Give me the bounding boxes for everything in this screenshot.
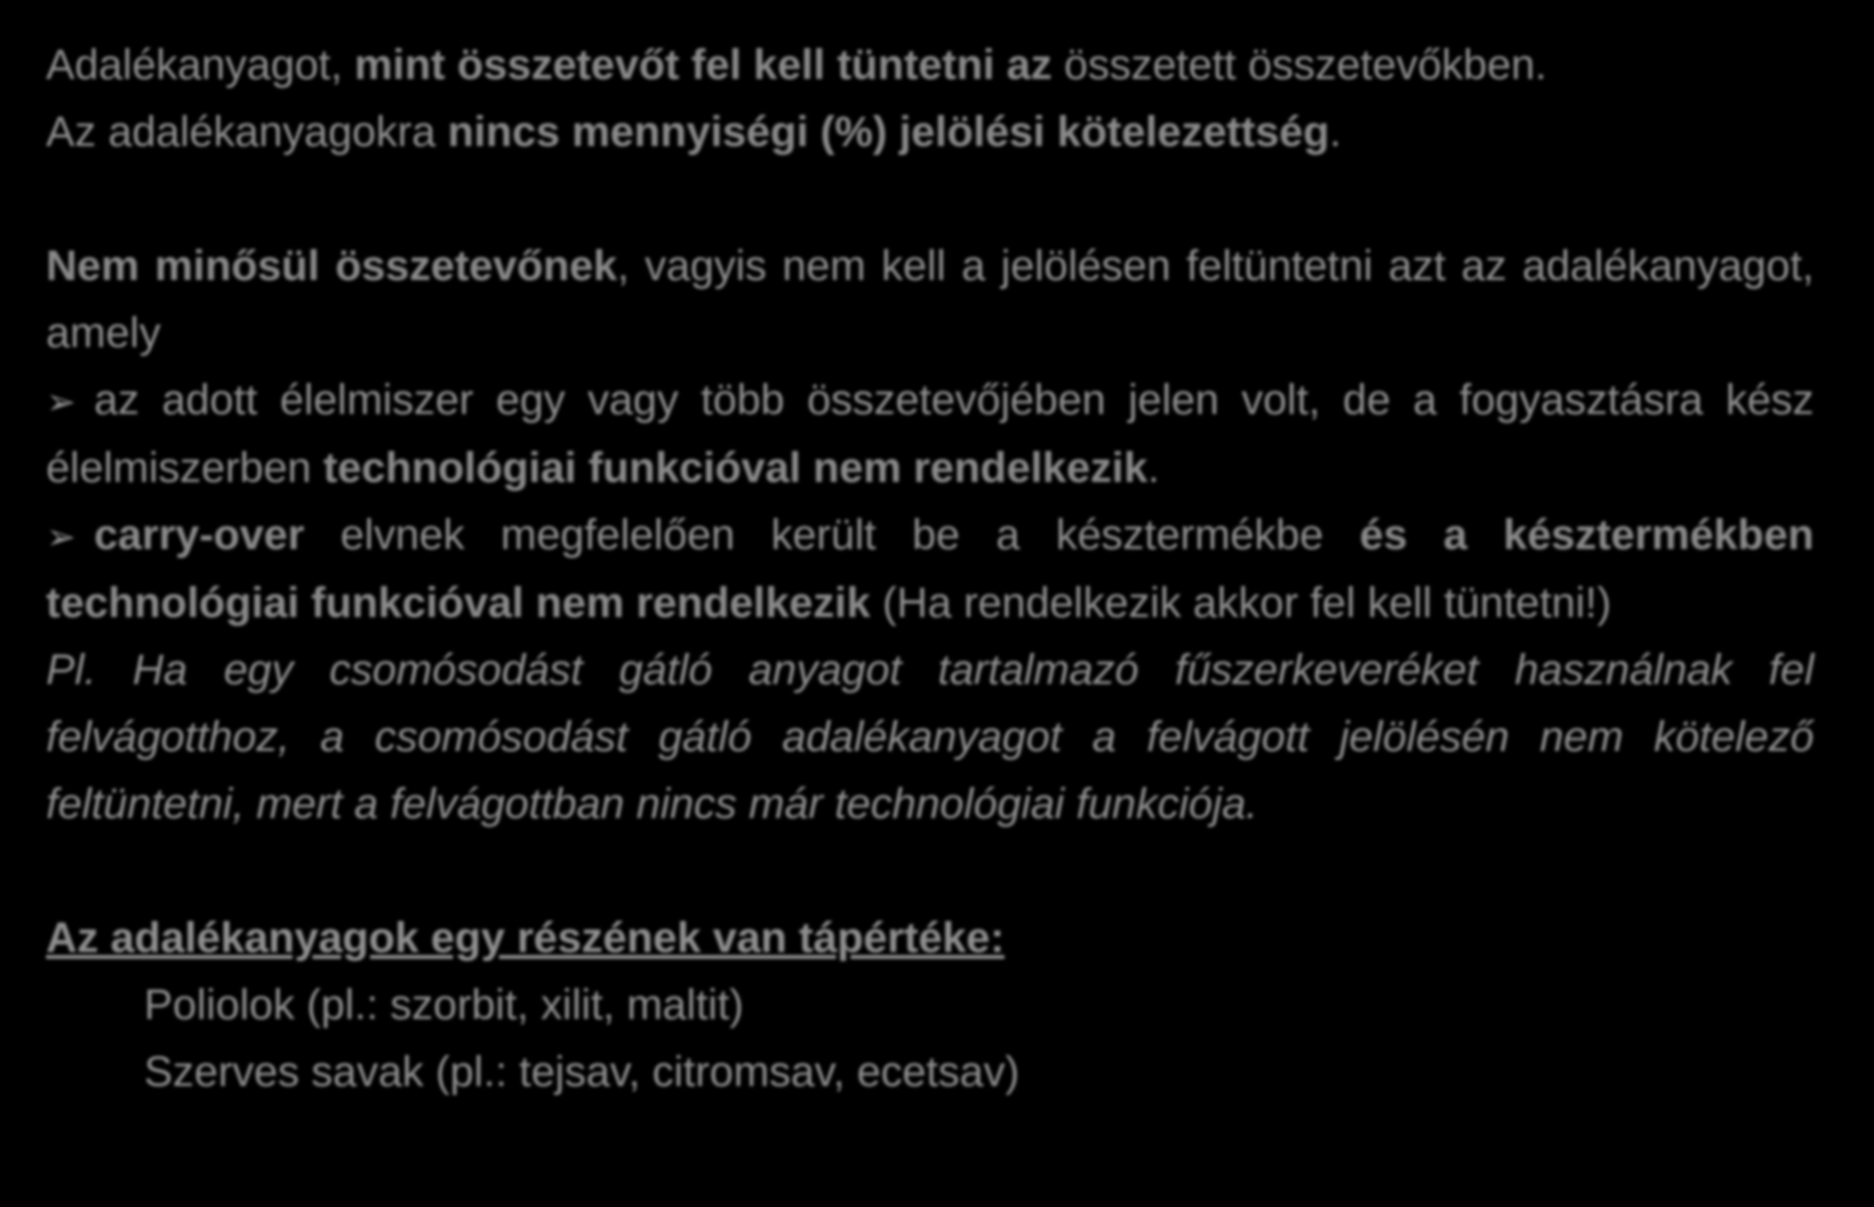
spacer [46,166,1814,233]
underlined-heading: Az adalékanyagok egy részének van tápértéke: [46,914,1005,962]
bold-run: mint összetevőt fel kell tüntetni az [354,41,1053,89]
text-run: . [1329,108,1342,156]
text-run: , vagyis nem kell a jelölésen feltüntetni azt az adalékanyagot, amely [46,242,1814,357]
slide-body [46,32,1814,1106]
paragraph-not-ingredient [46,233,1814,367]
text-run: . [1147,444,1160,492]
paragraph-no-quantity [46,99,1814,166]
bold-run: Nem minősül összetevőnek [46,242,618,290]
bullet-item-2 [46,502,1814,637]
text-run: elvnek megfelelően került be a késztermékbe [304,511,1360,559]
bullet-item-1 [46,367,1814,502]
nutrition-item: Szerves savak (pl.: tejsav, citromsav, ecetsav) [144,1048,1020,1096]
arrow-bullet-icon: ➢ [46,381,77,422]
bold-run: nincs mennyiségi (%) jelölési kötelezettség [447,108,1330,156]
arrow-bullet-icon: ➢ [46,516,77,557]
text-run: Adalékanyagot, [46,41,355,89]
example-paragraph: Pl. Ha egy csomósodást gátló anyagot tartalmazó fűszerkeveréket használnak fel felvágotthoz, a csomósodást gátló adalékanyagot a felvágott jelölésén nem kötelező feltüntetni, mert a felvágottban nincs már technológiai funkciója. [46,646,1814,828]
bold-run: technológiai funkcióval nem rendelkezik [323,444,1148,492]
spacer [46,838,1814,905]
bold-run: carry-over [94,511,305,559]
nutrition-heading [46,905,1814,972]
bold-run: és a késztermékben technológiai funkcióval nem rendelkezik [46,511,1815,627]
paragraph-additive-component [46,32,1814,99]
text-run: az adott élelmiszer egy vagy több összetevőjében jelen volt, de a fogyasztásra kész élelmiszerben [46,376,1814,492]
text-run: összetett összetevőkben. [1052,41,1547,89]
text-run: (Ha rendelkezik akkor fel kell tüntetni!) [870,579,1612,627]
text-run: Az adalékanyagokra [46,108,448,156]
nutrition-item: Poliolok (pl.: szorbit, xilit, maltit) [144,981,744,1029]
